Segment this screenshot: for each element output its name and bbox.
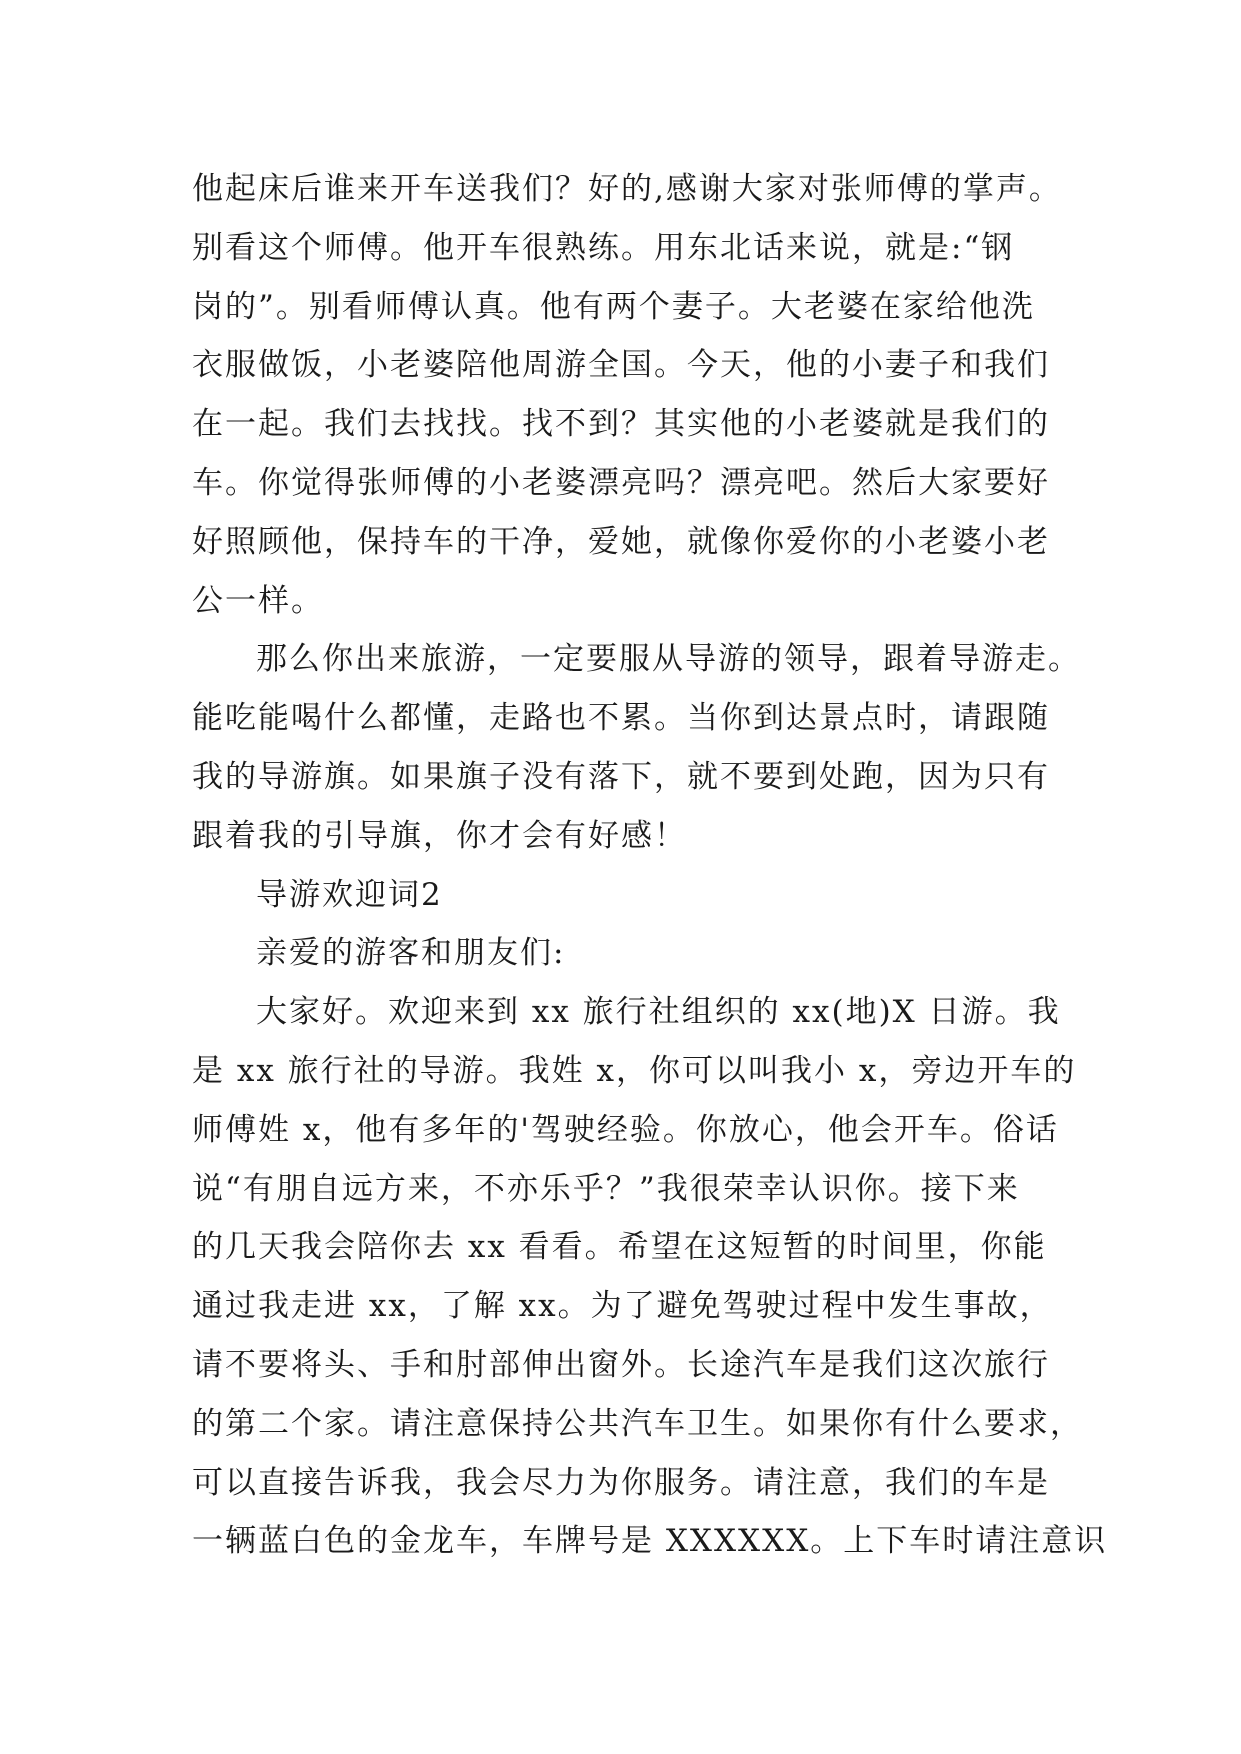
text-line: 在一起。我们去找找。找不到？其实他的小老婆就是我们的 bbox=[192, 406, 1050, 443]
text-line: 跟着我的引导旗，你才会有好感！ bbox=[192, 817, 687, 854]
text-line: 公一样。 bbox=[192, 582, 324, 619]
text-line: 说“有朋自远方来，不亦乐乎？”我很荣幸认识你。接下来 bbox=[192, 1170, 1020, 1207]
text-line: 是 xx 旅行社的导游。我姓 x，你可以叫我小 x，旁边开车的 bbox=[192, 1052, 1077, 1089]
text-line: 的几天我会陪你去 xx 看看。希望在这短暂的时间里，你能 bbox=[192, 1229, 1047, 1266]
text-line: 岗的”。别看师傅认真。他有两个妻子。大老婆在家给他洗 bbox=[192, 288, 1035, 325]
text-line: 导游欢迎词2 bbox=[256, 876, 443, 913]
text-line: 衣服做饭，小老婆陪他周游全国。今天，他的小妻子和我们 bbox=[192, 347, 1050, 384]
text-line: 一辆蓝白色的金龙车，车牌号是 XXXXXX。上下车时请注意识 bbox=[192, 1523, 1108, 1560]
text-line: 请不要将头、手和肘部伸出窗外。长途汽车是我们这次旅行 bbox=[192, 1346, 1050, 1383]
text-line: 大家好。欢迎来到 xx 旅行社组织的 xx(地)X 日游。我 bbox=[256, 994, 1061, 1031]
text-line: 别看这个师傅。他开车很熟练。用东北话来说，就是:“钢 bbox=[192, 229, 1015, 266]
text-line: 我的导游旗。如果旗子没有落下，就不要到处跑，因为只有 bbox=[192, 758, 1050, 795]
text-line: 师傅姓 x，他有多年的'驾驶经验。你放心，他会开车。俗话 bbox=[192, 1111, 1059, 1148]
text-line: 他起床后谁来开车送我们？好的,感谢大家对张师傅的掌声。 bbox=[192, 171, 1062, 207]
text-line: 的第二个家。请注意保持公共汽车卫生。如果你有什么要求， bbox=[192, 1405, 1083, 1442]
text-line: 车。你觉得张师傅的小老婆漂亮吗？漂亮吧。然后大家要好 bbox=[192, 464, 1050, 501]
text-line: 亲爱的游客和朋友们: bbox=[256, 935, 566, 972]
text-line: 好照顾他，保持车的干净，爱她，就像你爱你的小老婆小老 bbox=[192, 523, 1050, 560]
text-line: 通过我走进 xx，了解 xx。为了避免驾驶过程中发生事故， bbox=[192, 1288, 1053, 1325]
document-body bbox=[192, 160, 1108, 1571]
text-line: 能吃能喝什么都懂，走路也不累。当你到达景点时，请跟随 bbox=[192, 700, 1050, 737]
text-line: 那么你出来旅游，一定要服从导游的领导，跟着导游走。 bbox=[256, 641, 1081, 678]
text-line: 可以直接告诉我，我会尽力为你服务。请注意，我们的车是 bbox=[192, 1464, 1050, 1501]
